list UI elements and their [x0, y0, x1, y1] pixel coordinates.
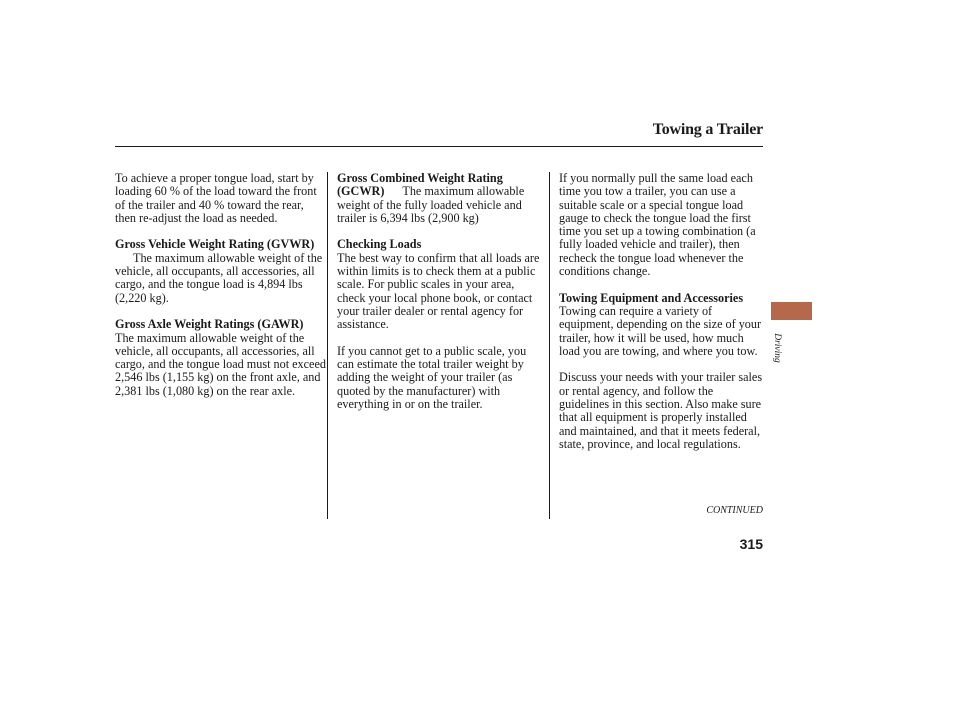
gcwr-paragraph — [337, 172, 543, 225]
discuss-needs-paragraph: Discuss your needs with your trailer sales or rental agency, and follow the guidelines in this section. Also make sure that all equipment is properly installed and maintained, and that it meets federal, state, province, and local regulations. — [559, 370, 763, 451]
gcwr-heading: Gross Combined Weight Rating (GCWR) — [337, 171, 503, 199]
section-tab — [771, 302, 812, 320]
column-2 — [337, 172, 543, 425]
column-divider-1 — [327, 172, 328, 519]
section-side-label: Driving — [772, 333, 782, 363]
column-3 — [559, 172, 764, 465]
page-title: Towing a Trailer — [652, 121, 763, 138]
gvwr-text: The maximum allowable weight of the vehicle, all occupants, all accessories, all cargo, and the tongue load is 4,894 lbs (2,220 kg). — [115, 250, 323, 305]
column-1 — [115, 172, 327, 411]
public-scale-paragraph: If you cannot get to a public scale, you can estimate the total trailer weight by adding the weight of your trailer (as quoted by the manufacturer) with everything in or on the trailer. — [337, 343, 527, 412]
header-rule — [115, 146, 763, 147]
gawr-heading: Gross Axle Weight Ratings (GAWR) — [115, 317, 304, 332]
towing-equipment-text: Towing can require a variety of equipment, depending on the size of your trailer, how it will be used, how much load you are towing, and where you tow. — [559, 303, 762, 358]
continued-label: CONTINUED — [706, 505, 763, 516]
gvwr-paragraph — [115, 238, 327, 304]
checking-loads-text: The best way to confirm that all loads are within limits is to check them at a public scale. For public scales in your area, check your local phone book, or contact your trailer dealer or rental agency for assistance. — [337, 250, 540, 332]
page-number: 315 — [739, 536, 763, 552]
gawr-text: The maximum allowable weight of the vehicle, all occupants, all accessories, all cargo, and the tongue load must not exceed 2,546 lbs (1,155 kg) on the front axle, and 2,381 lbs (1,080 kg) on the rear axle. — [115, 330, 326, 398]
checking-loads-heading: Checking Loads — [337, 237, 422, 252]
gawr-paragraph — [115, 318, 327, 398]
column-divider-2 — [549, 172, 550, 519]
same-load-paragraph: If you normally pull the same load each time you tow a trailer, you can use a suitable scale or a special tongue load gauge to check the tongue load the first time you set up a towing combination (a fully loaded vehicle and trailer), then recheck the tongue load whenever the conditions change. — [559, 171, 756, 279]
gcwr-text: The maximum allowable weight of the fully loaded vehicle and trailer is 6,394 lbs (2,900 kg) — [337, 184, 525, 225]
gvwr-heading: Gross Vehicle Weight Rating (GVWR) — [115, 237, 315, 252]
tongue-load-paragraph: To achieve a proper tongue load, start by loading 60 % of the load toward the front of the trailer and 40 % toward the rear, then re-adjust the load as needed. — [115, 171, 317, 225]
towing-equipment-heading: Towing Equipment and Accessories — [559, 290, 744, 305]
